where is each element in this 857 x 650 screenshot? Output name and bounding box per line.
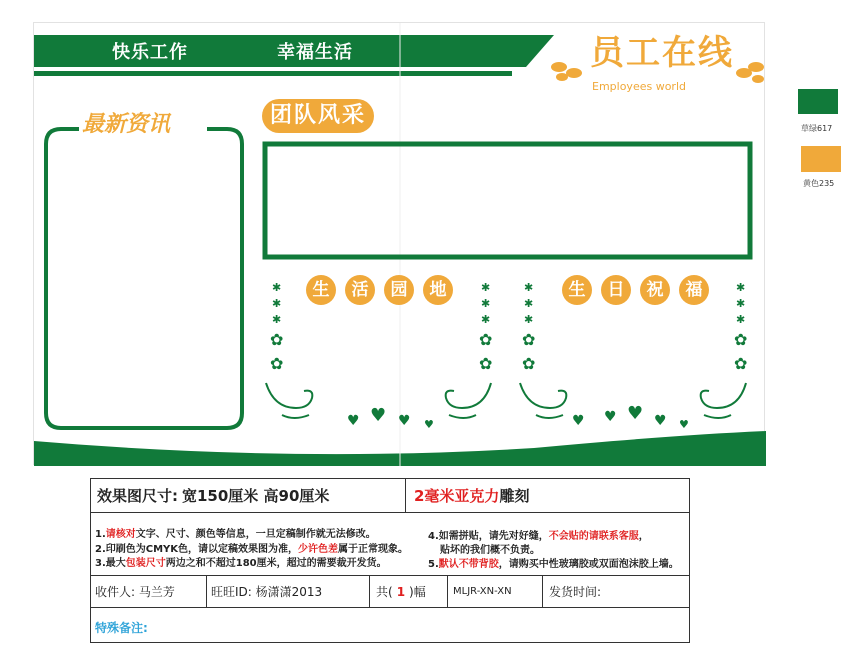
swirl-ornament-1	[266, 383, 312, 418]
svg-text:✱: ✱	[736, 313, 746, 326]
life-char-3: 园	[384, 275, 414, 305]
note-4-line2: 贴坏的我们概不负责。	[440, 545, 540, 556]
banner-underline	[34, 71, 512, 76]
slogan-left: 快乐工作	[112, 42, 188, 63]
svg-text:✿: ✿	[522, 330, 536, 349]
birthday-char-2: 日	[601, 275, 631, 305]
note-3-rest: 两边之和不超过180厘米，超过的需要裁开发货。	[165, 558, 387, 569]
note-3-red: 包装尺寸	[125, 558, 166, 569]
size-label: 效果图尺寸:	[97, 487, 178, 505]
life-char-4: 地	[423, 275, 453, 305]
remarks-row	[91, 608, 689, 642]
material-rest: 雕刻	[499, 487, 530, 505]
svg-text:✿: ✿	[270, 330, 284, 349]
svg-text:✱: ✱	[272, 313, 282, 326]
note-2-red: 少许色差	[298, 544, 339, 555]
size-value: 宽150厘米 高90厘米	[182, 487, 330, 505]
order-row	[91, 576, 689, 608]
svg-text:✱: ✱	[481, 297, 491, 310]
note-1-red: 请核对	[105, 529, 136, 540]
note-5	[428, 555, 679, 570]
svg-text:♥: ♥	[347, 413, 360, 429]
note-5-prefix: 5.	[428, 559, 439, 570]
svg-text:♥: ♥	[424, 418, 434, 431]
note-1-prefix: 1.	[95, 529, 106, 540]
svg-text:✱: ✱	[272, 281, 282, 294]
slogan-right: 幸福生活	[277, 42, 353, 63]
brand-subtitle: Employees world	[592, 80, 686, 93]
life-left-flower-column	[270, 281, 283, 373]
svg-text:♥: ♥	[370, 405, 387, 426]
svg-text:✿: ✿	[734, 354, 748, 373]
life-char-1: 生	[306, 275, 336, 305]
svg-text:♥: ♥	[627, 403, 644, 424]
count-prefix: 共(	[376, 585, 393, 599]
svg-text:✱: ✱	[524, 313, 534, 326]
count-value: 1	[396, 584, 406, 599]
note-4-text: 4.如需拼贴，请先对好缝，	[428, 531, 549, 542]
recipient-cell: 收件人: 马兰芳	[91, 576, 207, 607]
birthday-left-flower-column	[522, 281, 535, 373]
note-3	[95, 554, 387, 569]
brand-flower-left	[551, 62, 582, 81]
svg-text:✱: ✱	[481, 281, 491, 294]
svg-text:✿: ✿	[734, 330, 748, 349]
svg-text:♥: ♥	[398, 413, 411, 429]
svg-text:✿: ✿	[479, 330, 493, 349]
note-1	[95, 525, 376, 540]
svg-text:✿: ✿	[522, 354, 536, 373]
swatch-yellow-label: 黄色235	[803, 179, 835, 188]
svg-text:♥: ♥	[604, 409, 617, 425]
svg-text:✱: ✱	[481, 313, 491, 326]
count-cell	[370, 576, 448, 607]
note-4-end: ，	[638, 531, 649, 542]
swirl-ornament-2	[446, 383, 491, 418]
material-cell	[405, 479, 691, 512]
birthday-char-3: 祝	[640, 275, 670, 305]
note-5-red: 默认不带背胶	[438, 559, 499, 570]
life-char-2: 活	[345, 275, 375, 305]
notes-row	[91, 513, 689, 576]
svg-text:✱: ✱	[736, 297, 746, 310]
svg-text:✱: ✱	[524, 281, 534, 294]
svg-text:✱: ✱	[272, 297, 282, 310]
note-5-rest: ，请购买中性玻璃胶或双面泡沫胶上墙。	[498, 559, 679, 570]
swirl-ornament-3	[520, 383, 566, 418]
swatch-yellow	[801, 146, 841, 172]
note-2-text: 2.印刷色为CMYK色，请以定稿效果图为准，	[95, 544, 299, 555]
code-cell: MLJR-XN-XN	[448, 576, 543, 607]
svg-text:✱: ✱	[736, 281, 746, 294]
material-highlight: 2毫米亚克力	[414, 487, 500, 505]
count-suffix: )幅	[409, 585, 426, 599]
note-4	[428, 527, 649, 542]
svg-text:♥: ♥	[679, 418, 689, 431]
brand-title: 员工在线	[590, 33, 734, 73]
brand-flower-right	[736, 62, 764, 83]
birthday-right-flower-column	[734, 281, 747, 373]
life-right-flower-column	[479, 281, 492, 373]
svg-text:♥: ♥	[572, 413, 585, 429]
team-title: 团队风采	[262, 99, 374, 133]
swirl-ornament-4	[701, 383, 746, 418]
note-2	[95, 540, 408, 555]
note-1-rest: 文字、尺寸、颜色等信息，一旦定稿制作就无法修改。	[135, 529, 376, 540]
birthday-char-1: 生	[562, 275, 592, 305]
news-frame	[46, 129, 242, 428]
team-frame	[265, 144, 750, 257]
remarks-label: 特殊备注:	[95, 621, 148, 635]
news-title: 最新资讯	[82, 111, 171, 137]
svg-text:♥: ♥	[654, 413, 667, 429]
swatch-green-label: 草绿617	[801, 124, 833, 133]
svg-text:✱: ✱	[524, 297, 534, 310]
note-4-red: 不会贴的请联系客服	[548, 531, 639, 542]
note-3-text: 3.最大	[95, 558, 126, 569]
order-info-table	[90, 478, 690, 643]
hearts-row	[347, 403, 689, 431]
design-board	[33, 22, 765, 465]
swatch-green	[798, 89, 838, 114]
wangwang-cell: 旺旺ID: 杨潇潇2013	[207, 576, 370, 607]
ship-time-cell: 发货时间:	[549, 585, 602, 599]
size-cell	[97, 479, 407, 512]
size-row	[91, 479, 689, 513]
svg-text:✿: ✿	[479, 354, 493, 373]
svg-text:✿: ✿	[270, 354, 284, 373]
note-2-rest: 属于正常现象。	[338, 544, 409, 555]
birthday-char-4: 福	[679, 275, 709, 305]
